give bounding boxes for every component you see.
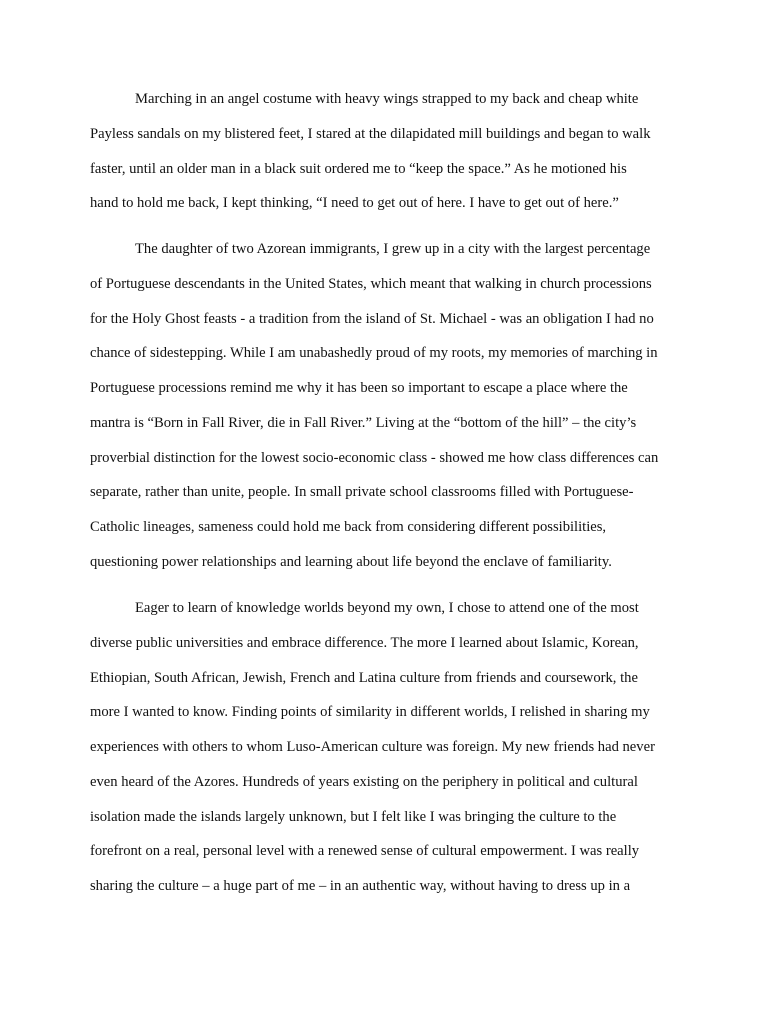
text-line: faster, until an older man in a black suit ordered me to “keep the space.” As he motioned his bbox=[90, 160, 627, 177]
text-line: of Portuguese descendants in the United States, which meant that walking in church processions bbox=[90, 275, 652, 292]
text-line: isolation made the islands largely unknown, but I felt like I was bringing the culture to the bbox=[90, 808, 617, 825]
paragraph-2 bbox=[90, 232, 680, 580]
text-line: even heard of the Azores. Hundreds of years existing on the periphery in political and cultural bbox=[90, 773, 638, 790]
text-line: more I wanted to know. Finding points of similarity in different worlds, I relished in sharing my bbox=[90, 704, 650, 721]
text-line: hand to hold me back, I kept thinking, “I need to get out of here. I have to get out of here.” bbox=[90, 195, 619, 212]
text-line: proverbial distinction for the lowest socio-economic class - showed me how class differences can bbox=[90, 449, 659, 466]
text-line: diverse public universities and embrace difference. The more I learned about Islamic, Korean, bbox=[90, 634, 639, 651]
text-line: Eager to learn of knowledge worlds beyond my own, I chose to attend one of the most bbox=[135, 600, 639, 616]
paragraph-1 bbox=[90, 82, 680, 221]
text-line: Ethiopian, South African, Jewish, French and Latina culture from friends and coursework, the bbox=[90, 669, 638, 686]
text-line: mantra is “Born in Fall River, die in Fall River.” Living at the “bottom of the hill” – the city’s bbox=[90, 414, 637, 431]
text-line: The daughter of two Azorean immigrants, I grew up in a city with the largest percentage bbox=[135, 241, 651, 257]
text-line: forefront on a real, personal level with a renewed sense of cultural empowerment. I was really bbox=[90, 843, 640, 860]
text-line: Payless sandals on my blistered feet, I stared at the dilapidated mill buildings and began to walk bbox=[90, 125, 651, 142]
text-line: Marching in an angel costume with heavy wings strapped to my back and cheap white bbox=[135, 91, 639, 107]
text-line: questioning power relationships and learning about life beyond the enclave of familiarity. bbox=[90, 553, 612, 570]
text-line: Catholic lineages, sameness could hold me back from considering different possibilities, bbox=[90, 519, 607, 535]
text-line: separate, rather than unite, people. In small private school classrooms filled with Portuguese- bbox=[90, 484, 634, 501]
text-line: experiences with others to whom Luso-American culture was foreign. My new friends had never bbox=[90, 739, 655, 755]
paragraph-3 bbox=[90, 591, 680, 904]
text-line: sharing the culture – a huge part of me – in an authentic way, without having to dress up in a bbox=[90, 878, 631, 894]
text-line: for the Holy Ghost feasts - a tradition from the island of St. Michael - was an obligation I had no bbox=[90, 310, 654, 327]
text-line: chance of sidestepping. While I am unabashedly proud of my roots, my memories of marching in bbox=[90, 345, 658, 362]
text-line: Portuguese processions remind me why it has been so important to escape a place where the bbox=[90, 380, 628, 396]
